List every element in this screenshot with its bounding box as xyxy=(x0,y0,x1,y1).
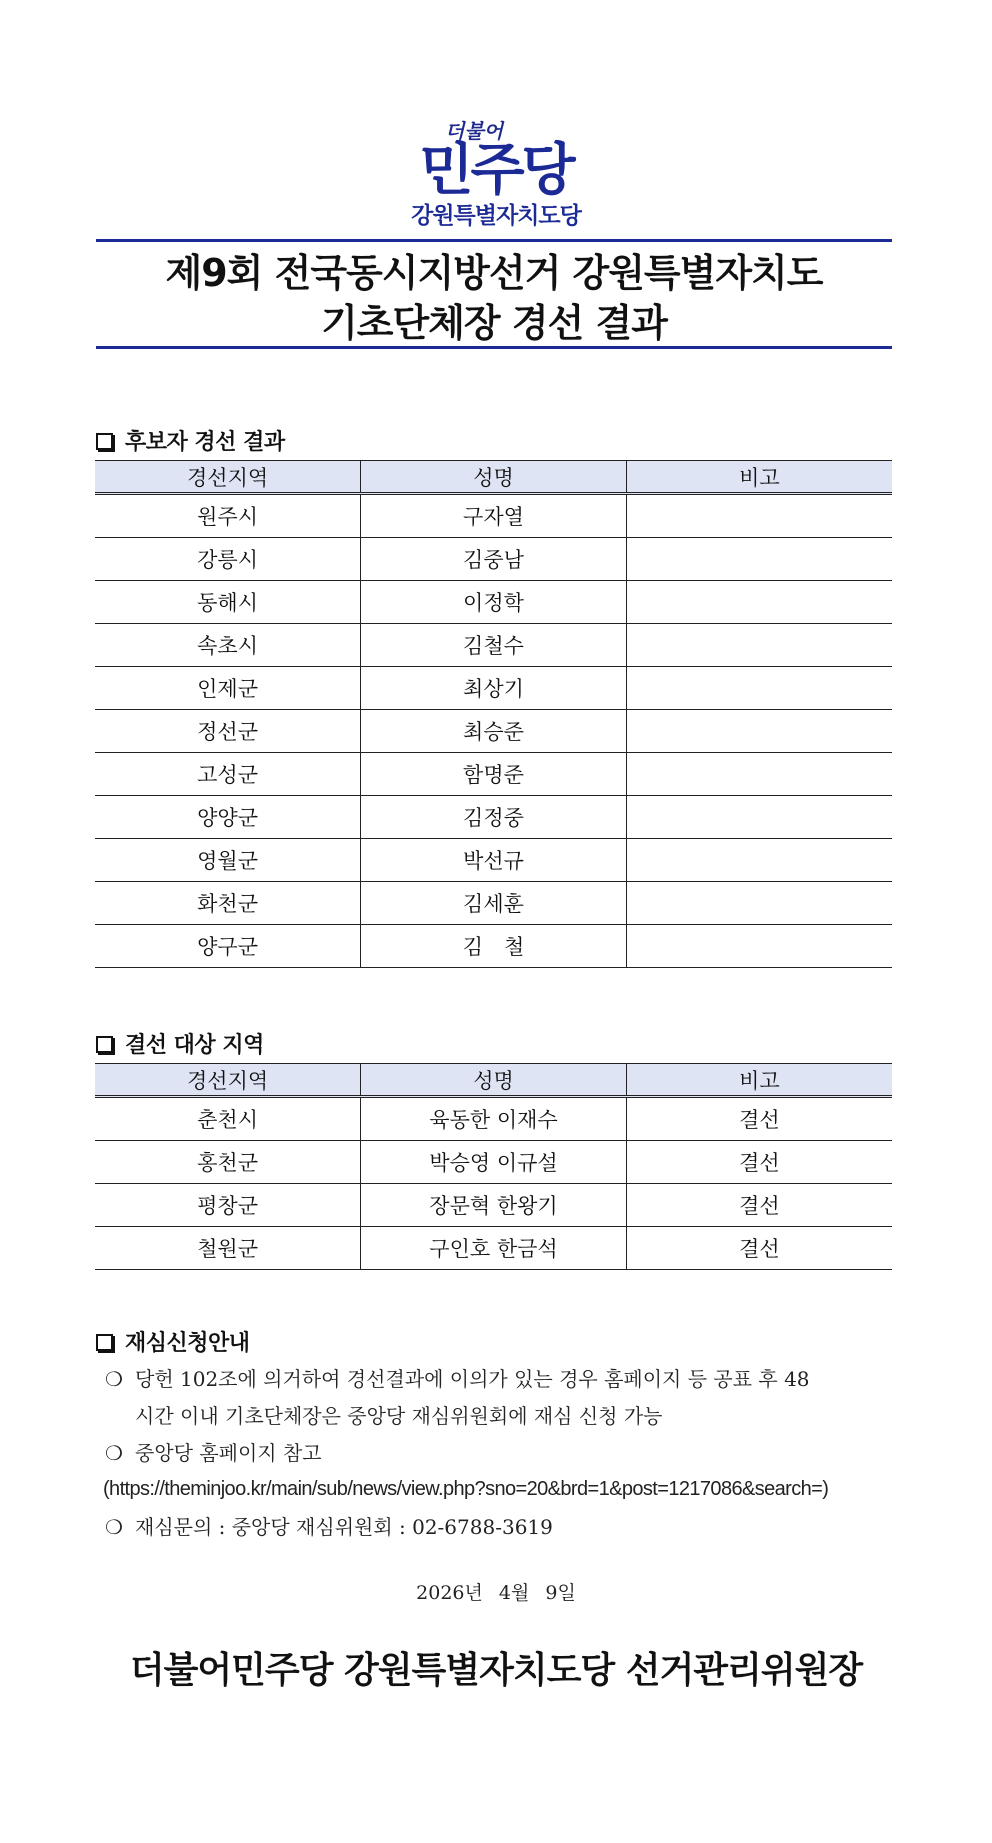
table-row xyxy=(95,753,892,796)
note-text: 중앙당 홈페이지 참고 xyxy=(135,1441,322,1465)
cell-note: 결선 xyxy=(626,1141,892,1184)
title-bottom-rule xyxy=(96,346,892,349)
cell-name: 김철수 xyxy=(361,624,627,667)
col-header-region: 경선지역 xyxy=(95,1064,361,1097)
table-header-row xyxy=(95,1064,892,1097)
cell-note xyxy=(626,925,892,968)
cell-region: 양구군 xyxy=(95,925,361,968)
section-heading-results xyxy=(96,425,285,456)
square-bullet-icon xyxy=(96,1036,113,1053)
cell-name: 장문혁 한왕기 xyxy=(361,1184,627,1227)
col-header-name: 성명 xyxy=(361,1064,627,1097)
cell-note xyxy=(626,494,892,538)
table-row xyxy=(95,839,892,882)
section-heading-label: 후보자 경선 결과 xyxy=(125,430,285,455)
party-logo xyxy=(0,120,992,230)
cell-name: 구자열 xyxy=(361,494,627,538)
appeal-note-3 xyxy=(105,1509,553,1546)
cell-note xyxy=(626,538,892,581)
cell-note xyxy=(626,624,892,667)
cell-name: 최상기 xyxy=(361,667,627,710)
table-row xyxy=(95,1097,892,1141)
cell-name: 구인호 한금석 xyxy=(361,1227,627,1270)
cell-note xyxy=(626,796,892,839)
cell-region: 홍천군 xyxy=(95,1141,361,1184)
issuer-signature: 더불어민주당 강원특별자치도당 선거관리위원장 xyxy=(129,1650,863,1691)
cell-region: 강릉시 xyxy=(95,538,361,581)
cell-name: 김세훈 xyxy=(361,882,627,925)
cell-note xyxy=(626,753,892,796)
table-row xyxy=(95,494,892,538)
table-row xyxy=(95,624,892,667)
section-heading-label: 결선 대상 지역 xyxy=(125,1033,264,1058)
circle-bullet-icon: ❍ xyxy=(105,1441,123,1465)
cell-region: 춘천시 xyxy=(95,1097,361,1141)
table-row xyxy=(95,1141,892,1184)
table-row xyxy=(95,882,892,925)
cell-note: 결선 xyxy=(626,1227,892,1270)
square-bullet-icon xyxy=(96,1334,113,1351)
section-heading-runoff xyxy=(96,1028,264,1059)
note-text: 당헌 102조에 의거하여 경선결과에 이의가 있는 경우 홈페이지 등 공표 후 48 xyxy=(135,1367,810,1391)
cell-region: 동해시 xyxy=(95,581,361,624)
section-heading-appeal xyxy=(96,1326,250,1357)
cell-note xyxy=(626,882,892,925)
note-text: 시간 이내 기초단체장은 중앙당 재심위원회에 재심 신청 가능 xyxy=(135,1404,663,1428)
table-row xyxy=(95,1227,892,1270)
table-row xyxy=(95,796,892,839)
title-top-rule xyxy=(96,239,892,242)
square-bullet-icon xyxy=(96,433,113,450)
col-header-note: 비고 xyxy=(626,1064,892,1097)
cell-note: 결선 xyxy=(626,1097,892,1141)
cell-region: 원주시 xyxy=(95,494,361,538)
cell-region: 영월군 xyxy=(95,839,361,882)
cell-region: 속초시 xyxy=(95,624,361,667)
document-date: 2026년 4월 9일 xyxy=(416,1582,576,1604)
circle-bullet-icon: ❍ xyxy=(105,1515,123,1539)
cell-region: 평창군 xyxy=(95,1184,361,1227)
section-heading-label: 재심신청안내 xyxy=(125,1331,250,1356)
cell-region: 인제군 xyxy=(95,667,361,710)
cell-name: 김정중 xyxy=(361,796,627,839)
appeal-note-1 xyxy=(105,1361,810,1435)
title-line-2: 기초단체장 경선 결과 xyxy=(321,301,667,345)
cell-region: 철원군 xyxy=(95,1227,361,1270)
cell-name: 육동한 이재수 xyxy=(361,1097,627,1141)
cell-region: 양양군 xyxy=(95,796,361,839)
cell-note: 결선 xyxy=(626,1184,892,1227)
cell-note xyxy=(626,581,892,624)
col-header-name: 성명 xyxy=(361,461,627,494)
cell-region: 고성군 xyxy=(95,753,361,796)
cell-name: 김 철 xyxy=(361,925,627,968)
cell-name: 이정학 xyxy=(361,581,627,624)
cell-name: 박승영 이규설 xyxy=(361,1141,627,1184)
appeal-note-2 xyxy=(105,1435,322,1472)
note-text: 재심문의 : 중앙당 재심위원회 : 02-6788-3619 xyxy=(135,1515,553,1539)
cell-region: 정선군 xyxy=(95,710,361,753)
table-row xyxy=(95,925,892,968)
table-row xyxy=(95,1184,892,1227)
table-row xyxy=(95,581,892,624)
runoff-table xyxy=(95,1063,892,1270)
results-table xyxy=(95,460,892,968)
col-header-region: 경선지역 xyxy=(95,461,361,494)
logo-main-text: 민주당 xyxy=(419,138,573,203)
title-line-1: 제9회 전국동시지방선거 강원특별자치도 xyxy=(165,251,823,295)
col-header-note: 비고 xyxy=(626,461,892,494)
logo-small-text: 더불어 xyxy=(445,119,503,143)
table-row xyxy=(95,538,892,581)
cell-name: 박선규 xyxy=(361,839,627,882)
homepage-url[interactable]: (https://theminjoo.kr/main/sub/news/view.php?sno=20&brd=1&post=1217086&search=) xyxy=(103,1478,829,1500)
table-header-row xyxy=(95,461,892,494)
table-row xyxy=(95,667,892,710)
cell-region: 화천군 xyxy=(95,882,361,925)
cell-note xyxy=(626,667,892,710)
table-row xyxy=(95,710,892,753)
circle-bullet-icon: ❍ xyxy=(105,1367,123,1391)
cell-note xyxy=(626,710,892,753)
cell-name: 함명준 xyxy=(361,753,627,796)
cell-name: 김중남 xyxy=(361,538,627,581)
logo-sub-text: 강원특별자치도당 xyxy=(411,203,581,229)
cell-name: 최승준 xyxy=(361,710,627,753)
document-title xyxy=(96,248,892,348)
cell-note xyxy=(626,839,892,882)
